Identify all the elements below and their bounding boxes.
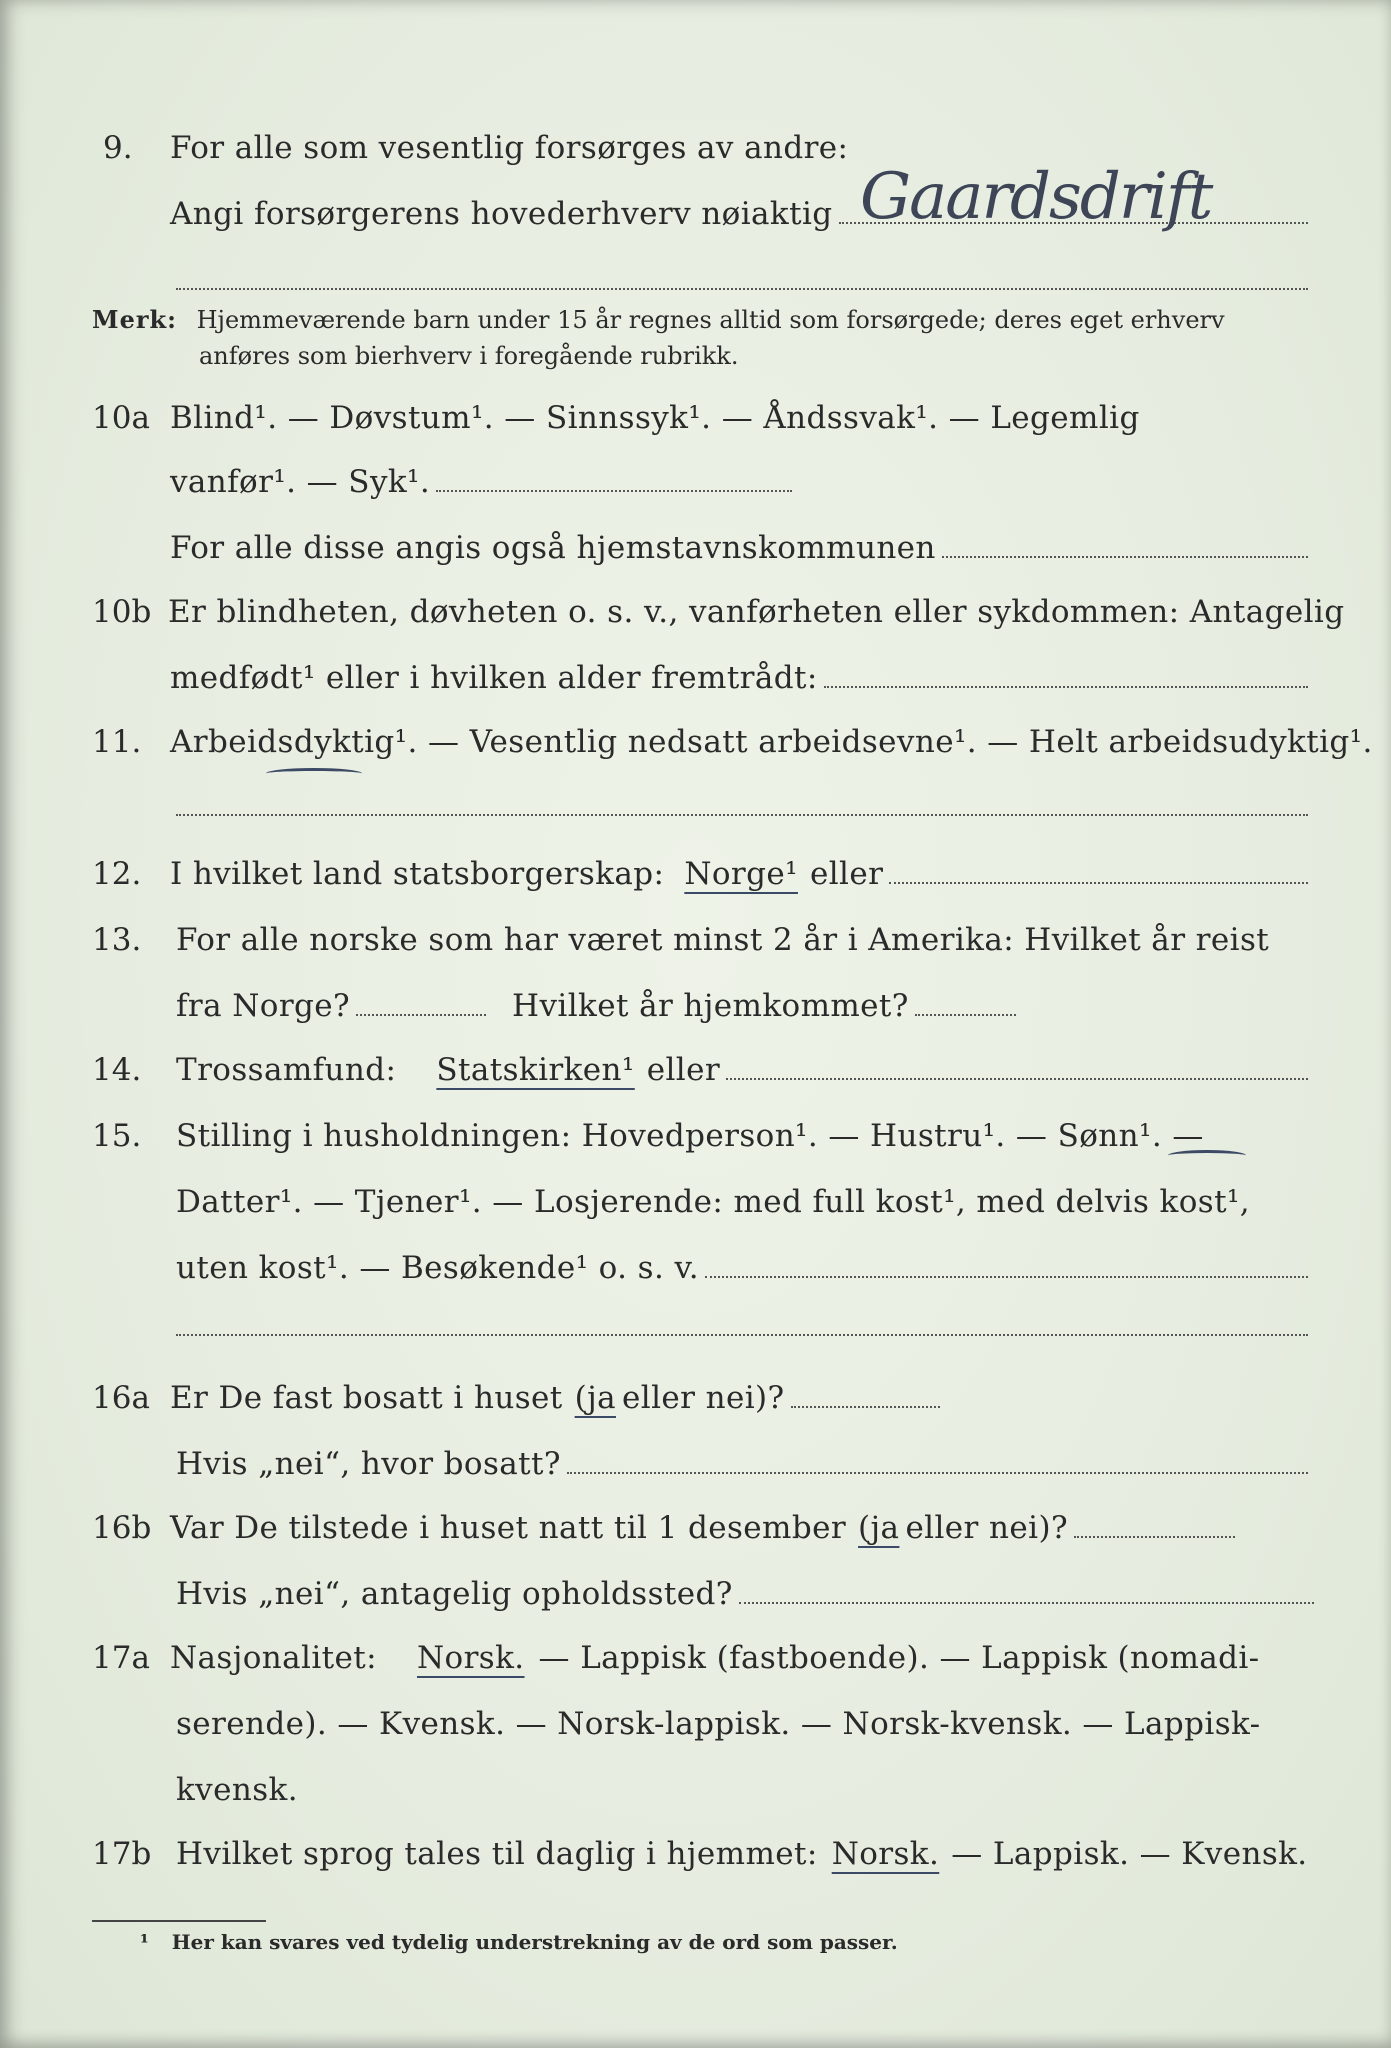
q16b-line2 <box>176 1576 1314 1612</box>
q17b-text-c: — Lappisk. — Kvensk. <box>951 1836 1308 1872</box>
q17a-text-c: — Lappisk (fastboende). — Lappisk (nomadi- <box>538 1640 1260 1676</box>
footnote-rule <box>92 1920 266 1922</box>
q13-line1: For alle norske som har været minst 2 år i Amerika: Hvilket år reist <box>176 922 1270 958</box>
q10a-line2-text: vanfør¹. — Syk¹. <box>170 464 431 500</box>
q17b-line1 <box>176 1836 1308 1872</box>
q14-text-b: Statskirken¹ <box>436 1052 635 1088</box>
q16b-text-c: eller nei)? <box>905 1510 1068 1546</box>
q15-line3 <box>176 1250 1308 1286</box>
q13-number: 13. <box>92 922 142 958</box>
q17a-text-a: Nasjonalitet: <box>170 1640 377 1676</box>
q16a-line2-text: Hvis „nei“, hvor bosatt? <box>176 1446 561 1482</box>
q9-extra-rule <box>176 288 1308 290</box>
footnote <box>140 1930 898 1954</box>
q17a-line3: kvensk. <box>176 1772 298 1808</box>
merk-line1: Hjemmeværende barn under 15 år regnes alltid som forsørgede; deres eget erhverv <box>196 306 1225 334</box>
q15-ink-underline <box>1168 1150 1246 1161</box>
q17a-text-b: Norsk. <box>416 1640 525 1676</box>
q16b-line2-fill <box>739 1602 1314 1604</box>
q15-line2: Datter¹. — Tjener¹. — Losjerende: med full kost¹, med delvis kost¹, <box>176 1184 1251 1220</box>
q16b-text-a: Var De tilstede i huset natt til 1 desember <box>170 1510 847 1546</box>
q12-text-c: eller <box>809 856 884 892</box>
q10b-line2-text: medfødt¹ eller i hvilken alder fremtrådt: <box>170 660 818 696</box>
q13-fill-b <box>915 1014 1016 1016</box>
q16a-line1 <box>170 1380 940 1416</box>
q10b-line1: Er blindheten, døvheten o. s. v., vanførheten eller sykdommen: Antagelig <box>168 594 1345 630</box>
q16b-fill <box>1074 1536 1235 1538</box>
q10a-line1: Blind¹. — Døvstum¹. — Sinnssyk¹. — Åndssvak¹. — Legemlig <box>170 400 1140 436</box>
q16a-text-b: (ja <box>574 1380 617 1416</box>
q12-number: 12. <box>92 856 142 892</box>
q15-number: 15. <box>92 1118 142 1154</box>
q16a-text-c: eller nei)? <box>622 1380 785 1416</box>
q10a-line3-fill <box>942 556 1308 558</box>
merk-note <box>92 302 1317 374</box>
q16a-line2 <box>176 1446 1308 1482</box>
q10a-line2-fill <box>436 490 792 492</box>
q16a-number: 16a <box>92 1380 150 1416</box>
q10b-line2 <box>170 660 1308 696</box>
q17b-text-b: Norsk. <box>831 1836 940 1872</box>
q14-fill <box>726 1078 1308 1080</box>
q9-number: 9. <box>103 130 133 166</box>
merk-line2: anføres som bierhverv i foregående rubrikk. <box>199 342 739 370</box>
footnote-text: Her kan svares ved tydelig understrekning av de ord som passer. <box>171 1930 898 1954</box>
q11-number: 11. <box>92 724 142 760</box>
q17b-number: 17b <box>92 1836 152 1872</box>
q10b-number: 10b <box>92 594 152 630</box>
q15-line1: Stilling i husholdningen: Hovedperson¹. — Hustru¹. — Sønn¹. — <box>176 1118 1204 1154</box>
q16a-text-a: Er De fast bosatt i huset <box>170 1380 563 1416</box>
q11-ink-underline <box>266 768 362 779</box>
q13-line2 <box>176 988 1016 1024</box>
footnote-mark: ¹ <box>140 1930 149 1954</box>
q10b-line2-fill <box>824 686 1308 688</box>
q11-extra-rule <box>176 814 1308 816</box>
q13-fill-a <box>356 1014 486 1016</box>
q17a-line1 <box>170 1640 1308 1676</box>
q12-line1 <box>170 856 1308 892</box>
q12-text-a: I hvilket land statsborgerskap: <box>170 856 665 892</box>
q16b-line2-text: Hvis „nei“, antagelig opholdssted? <box>176 1576 733 1612</box>
q16b-number: 16b <box>92 1510 152 1546</box>
merk-label: Merk: <box>92 305 177 334</box>
q10a-line3 <box>170 530 1308 566</box>
q17a-number: 17a <box>92 1640 150 1676</box>
q10a-line2 <box>170 464 792 500</box>
q10a-number: 10a <box>92 400 150 436</box>
q14-text-a: Trossamfund: <box>176 1052 397 1088</box>
q15-line3-text: uten kost¹. — Besøkende¹ o. s. v. <box>176 1250 699 1286</box>
q9-line2-text: Angi forsørgerens hovederhverv nøiaktig <box>170 196 833 232</box>
q16b-line1 <box>170 1510 1235 1546</box>
q10a-line3-text: For alle disse angis også hjemstavnskommunen <box>170 530 936 566</box>
q16b-text-b: (ja <box>858 1510 900 1546</box>
q14-number: 14. <box>92 1052 142 1088</box>
q16a-fill <box>791 1406 940 1408</box>
q12-text-b: Norge¹ <box>684 856 798 892</box>
q12-fill <box>889 882 1308 884</box>
q9-line1: For alle som vesentlig forsørges av andre: <box>170 130 849 166</box>
q14-text-c: eller <box>646 1052 721 1088</box>
q13-line2-a: fra Norge? <box>176 988 351 1024</box>
q17a-line2: serende). — Kvensk. — Norsk-lappisk. — Norsk-kvensk. — Lappisk- <box>176 1706 1261 1742</box>
q13-line2-b: Hvilket år hjemkommet? <box>512 988 909 1024</box>
q9-handwritten-answer: Gaardsdrift <box>860 160 1212 234</box>
q15-extra-rule <box>176 1334 1308 1336</box>
q14-line1 <box>176 1052 1308 1088</box>
q16a-line2-fill <box>567 1472 1308 1474</box>
q17b-text-a: Hvilket sprog tales til daglig i hjemmet: <box>176 1836 818 1872</box>
q15-line3-fill <box>705 1276 1308 1278</box>
q11-line1: Arbeidsdyktig¹. — Vesentlig nedsatt arbeidsevne¹. — Helt arbeidsudyktig¹. <box>170 724 1373 760</box>
